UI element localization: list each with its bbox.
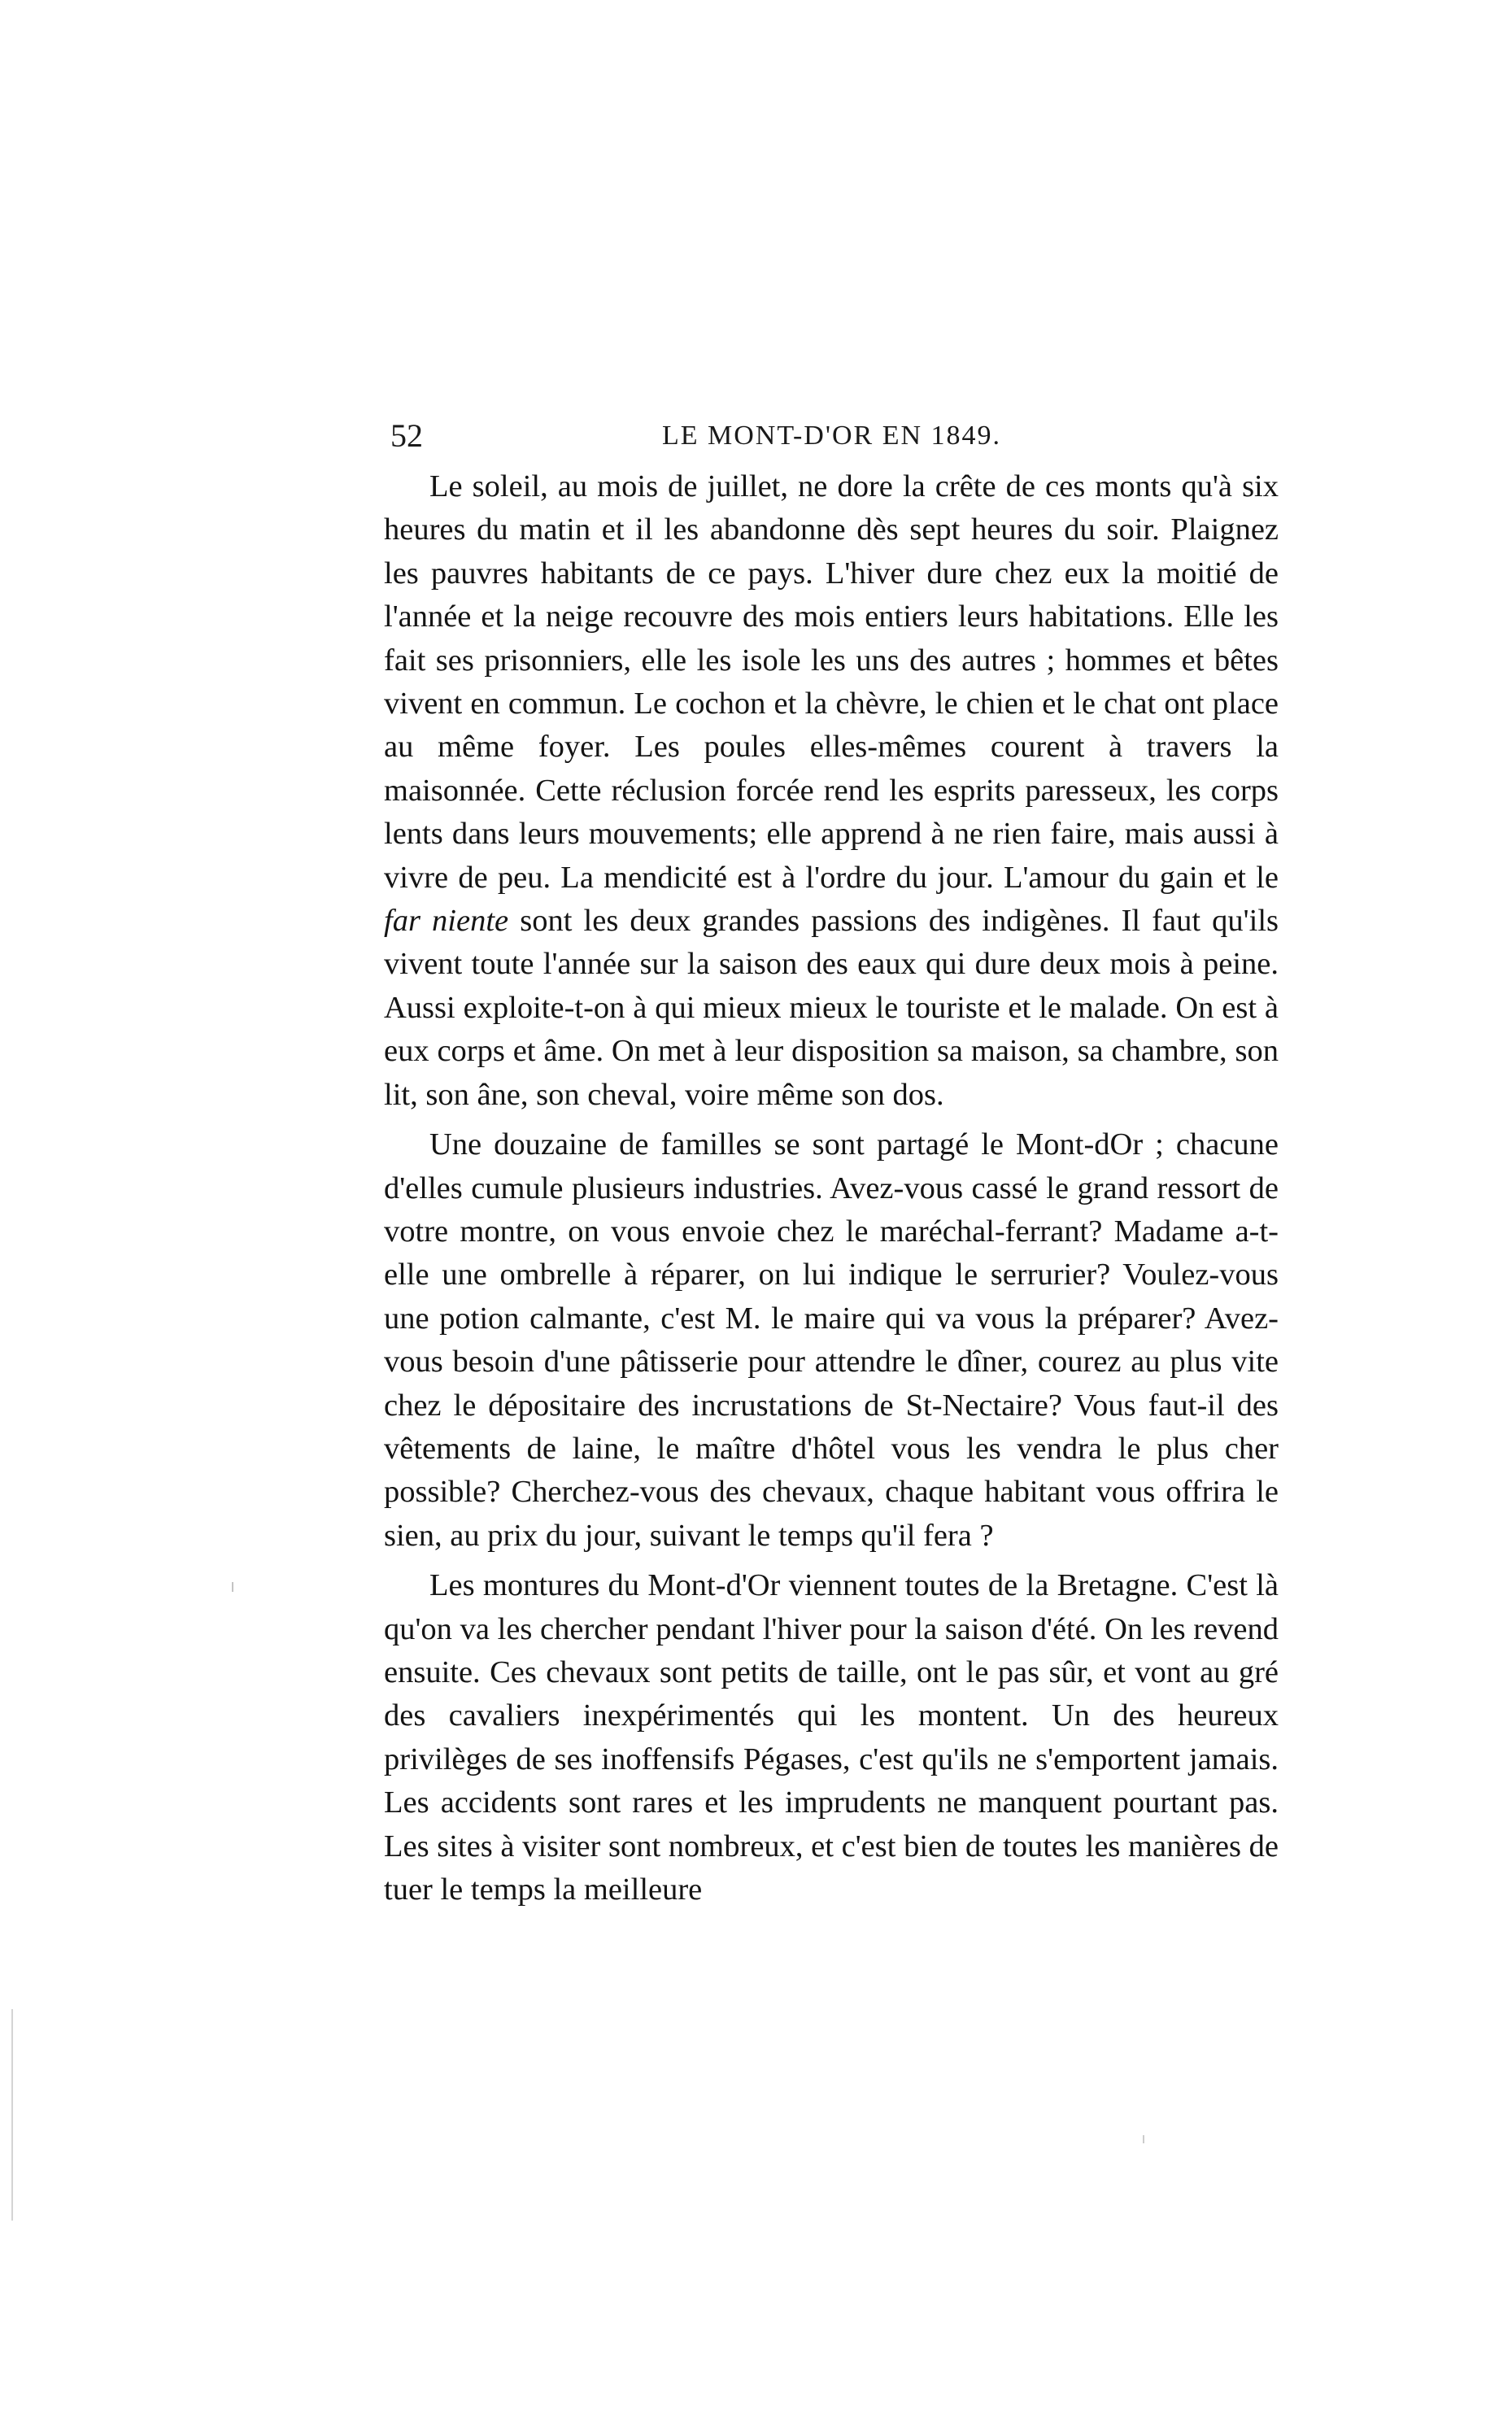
body-text (384, 465, 1279, 1911)
scan-artifact-mark (1143, 2135, 1144, 2143)
italic-phrase: far niente (384, 904, 509, 939)
running-title: LE MONT-D'OR EN 1849. (661, 421, 1002, 451)
running-head (390, 412, 1273, 460)
paragraph-text: sont les deux grandes passions des indigènes. Il faut qu'ils vivent toute l'année sur la saison des eaux qui dure deux mois à peine. Aussi exploite-t-on à qui mieux mieux le touriste et le malade. On est à eux corps et âme. On met à leur disposition sa maison, sa chambre, son lit, son âne, son cheval, voire même son dos. (384, 904, 1279, 1112)
paragraph: Une douzaine de familles se sont partagé le Mont-dOr ; chacune d'elles cumule plusieurs industries. Avez-vous cassé le grand ressort de votre montre, on vous envoie chez le maréchal-ferrant? Madame a-t-elle une ombrelle à réparer, on lui indique le serrurier? Voulez-vous une potion calmante, c'est M. le maire qui va vous la préparer? Avez-vous besoin d'une pâtisserie pour attendre le dîner, courez au plus vite chez le dépositaire des incrustations de St-Nectaire? Vous faut-il des vêtements de laine, le maître d'hôtel vous les vendra le plus cher possible? Cherchez-vous des chevaux, chaque habitant vous offrira le sien, au prix du jour, suivant le temps qu'il fera ? (384, 1127, 1279, 1553)
page-number: 52 (390, 417, 423, 454)
scan-artifact-mark (232, 1582, 233, 1592)
paragraph: Les montures du Mont-d'Or viennent toutes de la Bretagne. C'est là qu'on va les chercher pendant l'hiver pour la saison d'été. On les revend ensuite. Ces chevaux sont petits de taille, ont le pas sûr, et vont au gré des cavaliers inexpérimentés qui les montent. Un des heureux privilèges de ses inoffensifs Pégases, c'est qu'ils ne s'emportent jamais. Les accidents sont rares et les imprudents ne manquent pourtant pas. Les sites à visiter sont nombreux, et c'est bien de toutes les manières de tuer le temps la meilleure (384, 1568, 1279, 1907)
scan-artifact-mark (11, 2009, 13, 2221)
paragraph-text: Le soleil, au mois de juillet, ne dore la crête de ces monts qu'à six heures du matin et il les abandonne dès sept heures du soir. Plaignez les pauvres habitants de ce pays. L'hiver dure chez eux la moitié de l'année et la neige recouvre des mois entiers leurs habitations. Elle les fait ses prisonniers, elle les isole les uns des autres ; hommes et bêtes vivent en commun. Le cochon et la chèvre, le chien et le chat ont place au même foyer. Les poules elles-mêmes courent à travers la maisonnée. Cette réclusion forcée rend les esprits paresseux, les corps lents dans leurs mouvements; elle apprend à ne rien faire, mais aussi à vivre de peu. La mendicité est à l'ordre du jour. L'amour du gain et le (384, 469, 1279, 895)
paragraph (384, 465, 1279, 1117)
